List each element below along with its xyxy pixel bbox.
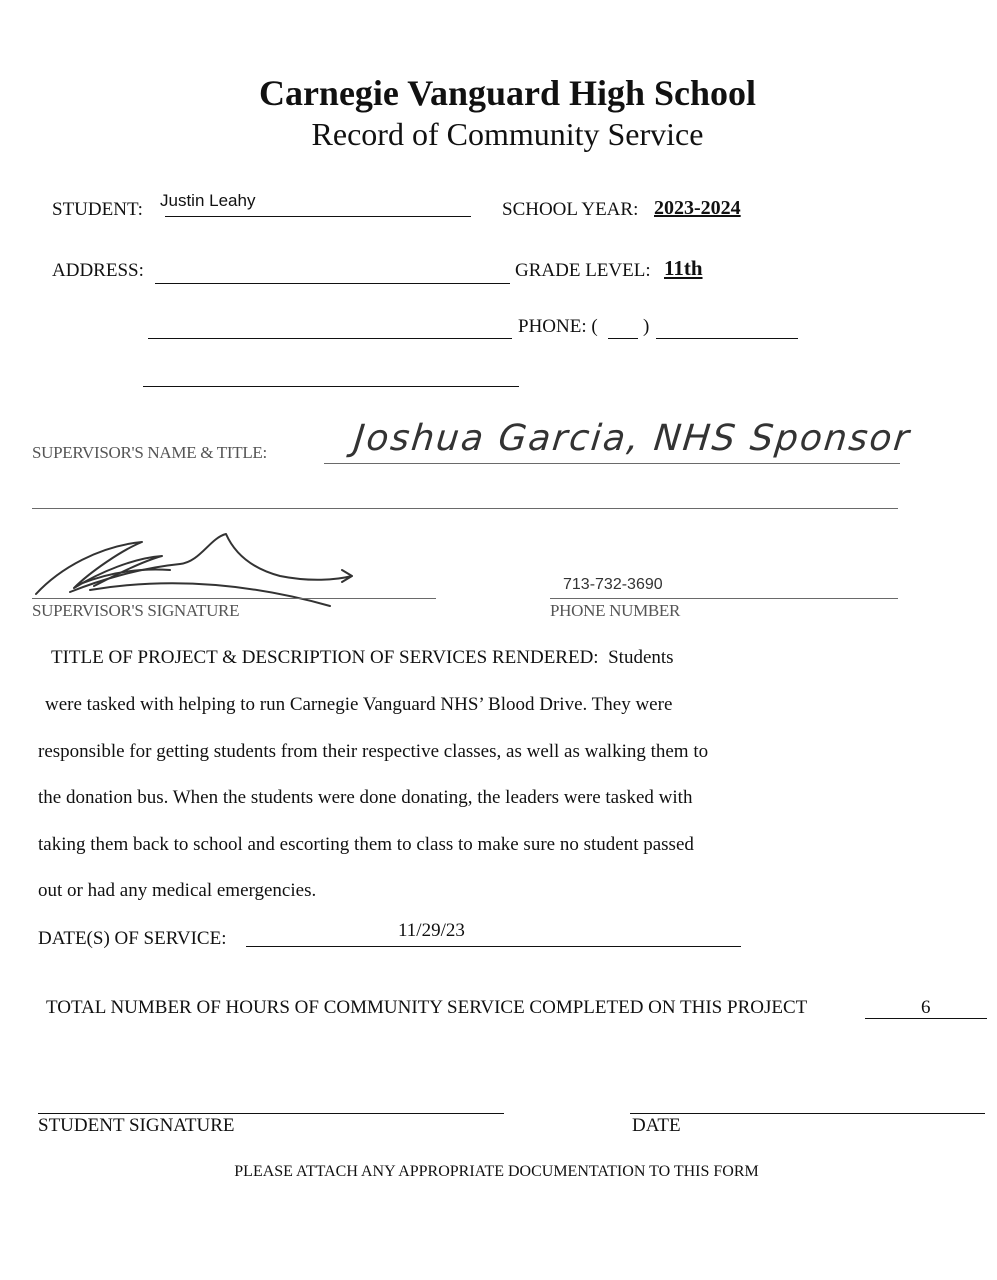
grade-level-value[interactable]: 11th bbox=[664, 256, 703, 280]
dates-label: DATE(S) OF SERVICE: bbox=[38, 928, 227, 949]
address-line-1[interactable] bbox=[155, 283, 510, 284]
supervisor-signature-line bbox=[32, 598, 436, 599]
supervisor-signature-label: SUPERVISOR'S SIGNATURE bbox=[32, 601, 240, 620]
address-label: ADDRESS: bbox=[52, 260, 144, 281]
phone-label bbox=[518, 316, 598, 338]
hours-line bbox=[865, 1018, 987, 1019]
description-line-4: taking them back to school and escorting them to class to make sure no student passed bbox=[38, 834, 694, 855]
date-label: DATE bbox=[632, 1115, 681, 1136]
description-label: TITLE OF PROJECT & DESCRIPTION OF SERVICES RENDERED: bbox=[51, 647, 599, 668]
form-title: Record of Community Service bbox=[311, 116, 704, 152]
supervisor-phone-value[interactable]: 713-732-3690 bbox=[563, 576, 663, 593]
hours-value[interactable]: 6 bbox=[921, 997, 931, 1018]
supervisor-title-line bbox=[32, 508, 898, 509]
supervisor-name-handwriting[interactable]: Joshua Garcia, NHS Sponsor bbox=[351, 418, 913, 459]
description-line-3: the donation bus. When the students were done donating, the leaders were tasked with bbox=[38, 787, 693, 808]
school-name: Carnegie Vanguard High School bbox=[258, 73, 757, 113]
dates-line bbox=[246, 946, 741, 947]
student-label: STUDENT: bbox=[52, 199, 143, 220]
student-name-field[interactable]: Justin Leahy bbox=[160, 191, 256, 210]
student-signature-line[interactable] bbox=[38, 1113, 504, 1114]
description-text-0: Students bbox=[608, 647, 674, 668]
description-line-1: were tasked with helping to run Carnegie Vanguard NHS’ Blood Drive. They were bbox=[45, 694, 673, 715]
description-line-0 bbox=[51, 647, 674, 669]
date-line[interactable] bbox=[630, 1113, 985, 1114]
supervisor-phone-label: PHONE NUMBER bbox=[550, 601, 681, 620]
supervisor-phone-line bbox=[550, 598, 898, 599]
description-line-5: out or had any medical emergencies. bbox=[38, 880, 317, 901]
hours-label: TOTAL NUMBER OF HOURS OF COMMUNITY SERVICE COMPLETED ON THIS PROJECT bbox=[46, 997, 808, 1018]
attach-documentation-note: PLEASE ATTACH ANY APPROPRIATE DOCUMENTATION TO THIS FORM bbox=[234, 1163, 759, 1180]
dates-value[interactable]: 11/29/23 bbox=[398, 920, 465, 941]
student-signature-label: STUDENT SIGNATURE bbox=[38, 1115, 235, 1136]
address-line-2[interactable] bbox=[148, 338, 512, 339]
supervisor-name-label: SUPERVISOR'S NAME & TITLE: bbox=[32, 443, 267, 462]
phone-label-text: PHONE: ( bbox=[518, 316, 598, 337]
phone-number-line[interactable] bbox=[656, 338, 798, 339]
description-line-2: responsible for getting students from their respective classes, as well as walking them to bbox=[38, 741, 709, 762]
phone-paren-close: ) bbox=[643, 316, 650, 337]
grade-level-label: GRADE LEVEL: bbox=[515, 260, 651, 281]
address-line-3[interactable] bbox=[143, 386, 519, 387]
phone-area-code-line[interactable] bbox=[608, 338, 638, 339]
school-year-value[interactable]: 2023-2024 bbox=[654, 197, 741, 219]
school-year-label: SCHOOL YEAR: bbox=[502, 199, 639, 220]
student-line bbox=[165, 216, 471, 217]
supervisor-name-line bbox=[324, 463, 900, 464]
supervisor-signature-image bbox=[30, 528, 370, 612]
